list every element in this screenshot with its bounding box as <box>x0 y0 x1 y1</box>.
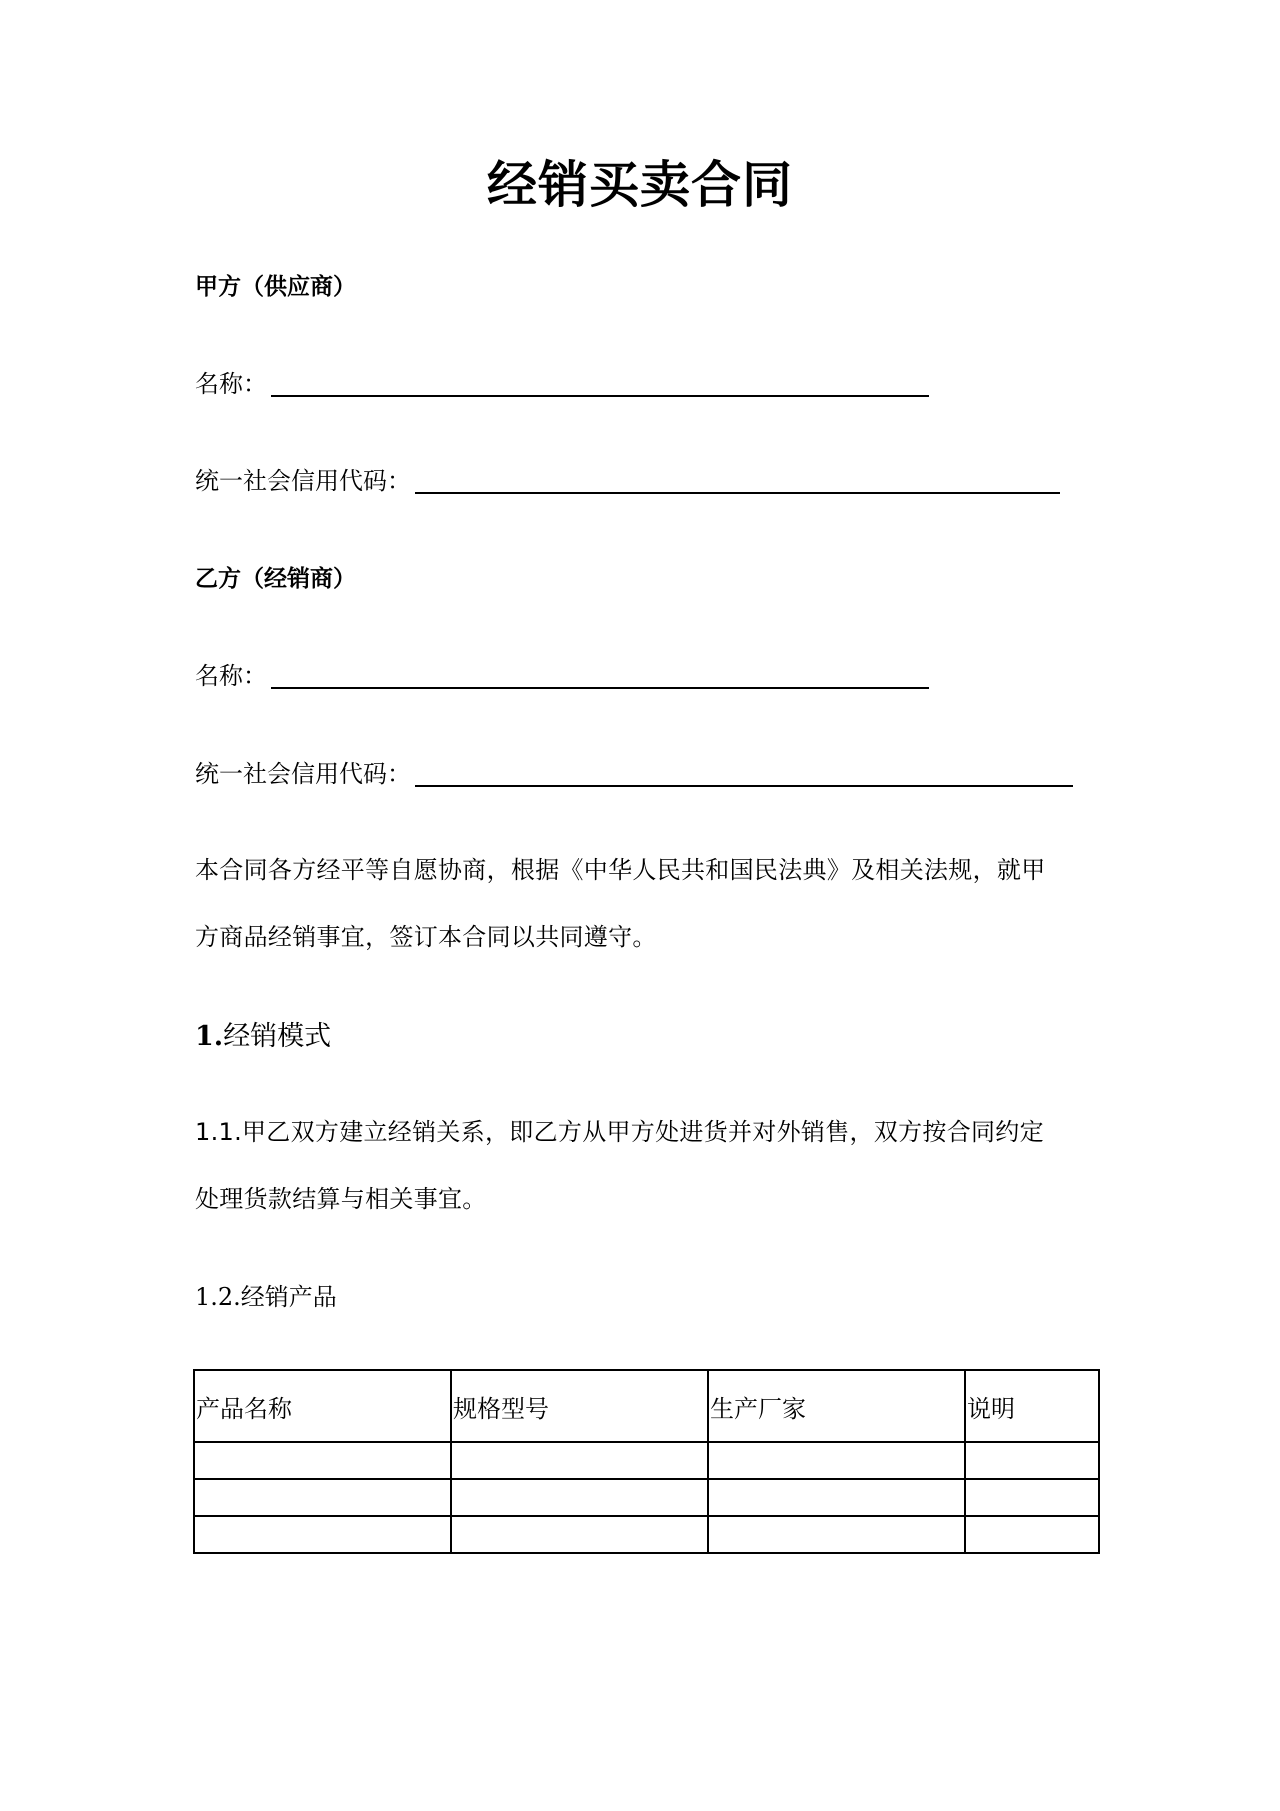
party-a-heading: 甲方（供应商） <box>195 274 356 300</box>
party-b-name-label: 名称： <box>195 662 267 690</box>
party-b-credit-code-field[interactable] <box>195 755 1073 789</box>
table-cell[interactable] <box>708 1479 965 1516</box>
party-a-credit-code-label: 统一社会信用代码： <box>195 467 411 495</box>
clause-1-1-line-2: 处理货款结算与相关事宜。 <box>195 1185 487 1213</box>
document-title: 经销买卖合同 <box>487 155 793 214</box>
party-a-name-field[interactable] <box>195 365 929 399</box>
table-cell[interactable] <box>194 1442 451 1479</box>
preamble-line-1: 本合同各方经平等自愿协商，根据《中华人民共和国民法典》及相关法规，就甲 <box>195 856 1046 884</box>
party-a-name-blank[interactable] <box>271 395 929 397</box>
party-b-name-field[interactable] <box>195 657 929 691</box>
section-1-title: 经销模式 <box>223 1021 332 1052</box>
preamble-paragraph <box>195 837 1095 971</box>
header-manufacturer: 生产厂家 <box>708 1370 965 1442</box>
preamble-line-2: 方商品经销事宜，签订本合同以共同遵守。 <box>195 923 657 951</box>
party-a-credit-code-blank[interactable] <box>415 492 1060 494</box>
table-cell[interactable] <box>194 1516 451 1553</box>
party-a-credit-code-field[interactable] <box>195 462 1060 496</box>
header-product-name: 产品名称 <box>194 1370 451 1442</box>
party-a-name-label: 名称： <box>195 370 267 398</box>
section-1-number: 1. <box>195 1021 224 1052</box>
clause-1-1-line-1: 1.1.甲乙双方建立经销关系，即乙方从甲方处进货并对外销售，双方按合同约定 <box>195 1118 1044 1146</box>
table-row <box>194 1442 1099 1479</box>
table-cell[interactable] <box>965 1442 1099 1479</box>
section-1-heading <box>195 1020 331 1054</box>
table-row <box>194 1479 1099 1516</box>
header-spec-model: 规格型号 <box>451 1370 708 1442</box>
products-table <box>193 1369 1100 1554</box>
table-cell[interactable] <box>194 1479 451 1516</box>
party-b-credit-code-blank[interactable] <box>415 785 1073 787</box>
clause-1-1-paragraph <box>195 1099 1095 1233</box>
table-cell[interactable] <box>965 1479 1099 1516</box>
party-b-name-blank[interactable] <box>271 687 929 689</box>
products-table-header-row <box>194 1370 1099 1442</box>
party-b-credit-code-label: 统一社会信用代码： <box>195 760 411 788</box>
table-cell[interactable] <box>451 1442 708 1479</box>
table-cell[interactable] <box>708 1516 965 1553</box>
table-cell[interactable] <box>965 1516 1099 1553</box>
table-cell[interactable] <box>451 1479 708 1516</box>
header-notes: 说明 <box>965 1370 1099 1442</box>
party-b-heading: 乙方（经销商） <box>195 566 356 592</box>
clause-1-2-heading: 1.2.经销产品 <box>195 1283 337 1311</box>
table-cell[interactable] <box>708 1442 965 1479</box>
table-cell[interactable] <box>451 1516 708 1553</box>
table-row <box>194 1516 1099 1553</box>
